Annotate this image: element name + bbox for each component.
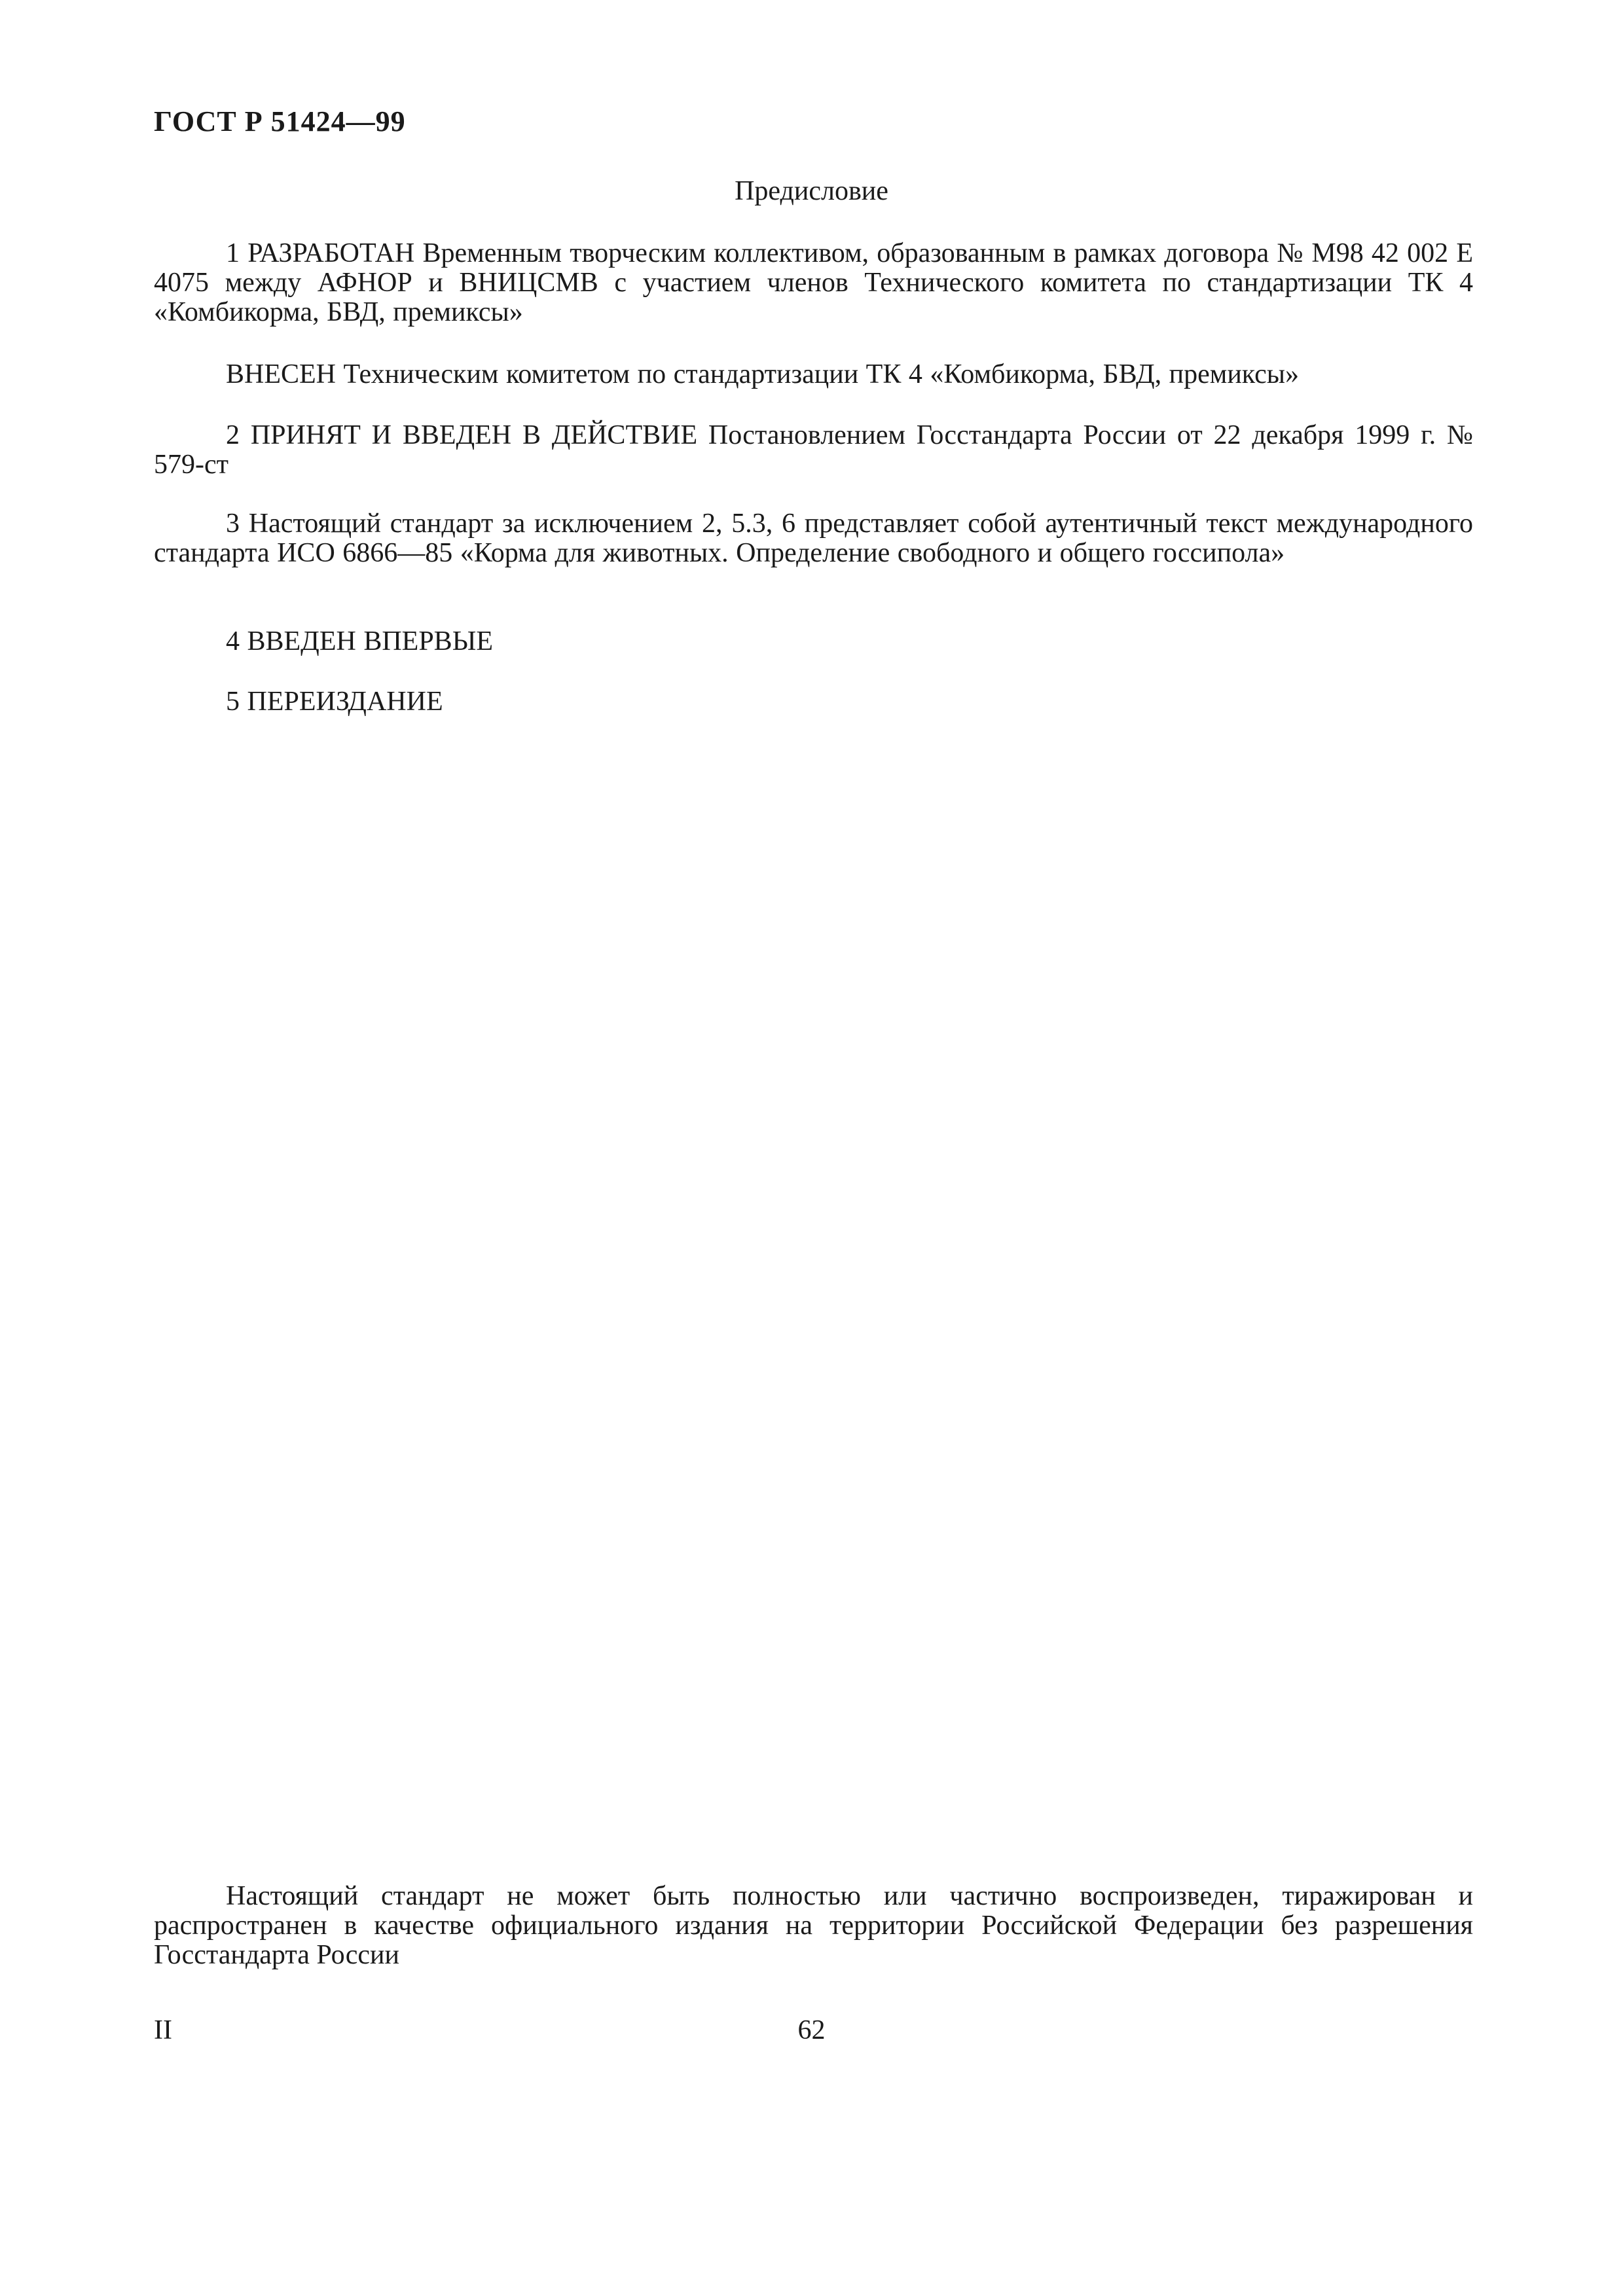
paragraph-developed: 1 РАЗРАБОТАН Временным творческим коллективом, образованным в рамках договора № М98 42 002 Е 4075 между АФНОР и ВНИЦСМВ с участием членов Технического комитета по стандартизации ТК 4 «Комбикорма, БВД, премиксы» — [154, 238, 1473, 327]
copyright-notice: Настоящий стандарт не может быть полностью или частично воспроизведен, тиражирован и распространен в качестве официального издания на территории Российской Федерации без разрешения Госстандарта России — [154, 1881, 1473, 1970]
paragraph-authentic-text: 3 Настоящий стандарт за исключением 2, 5.3, 6 представляет собой аутентичный текст международного стандарта ИСО 6866—85 «Корма для животных. Определение свободного и общего госсипола» — [154, 509, 1473, 568]
preface-title: Предисловие — [735, 176, 888, 206]
page-roman-numeral: II — [154, 2015, 172, 2045]
paragraph-adopted: 2 ПРИНЯТ И ВВЕДЕН В ДЕЙСТВИЕ Постановлением Госстандарта России от 22 декабря 1999 г. № 579-ст — [154, 420, 1473, 480]
paragraph-submitted: ВНЕСЕН Техническим комитетом по стандартизации ТК 4 «Комбикорма, БВД, премиксы» — [226, 359, 1300, 389]
document-code: ГОСТ Р 51424—99 — [154, 105, 406, 137]
page-number: 62 — [797, 2015, 826, 2045]
paragraph-reissue: 5 ПЕРЕИЗДАНИЕ — [226, 687, 443, 717]
paragraph-introduced-first: 4 ВВЕДЕН ВПЕРВЫЕ — [226, 626, 493, 656]
